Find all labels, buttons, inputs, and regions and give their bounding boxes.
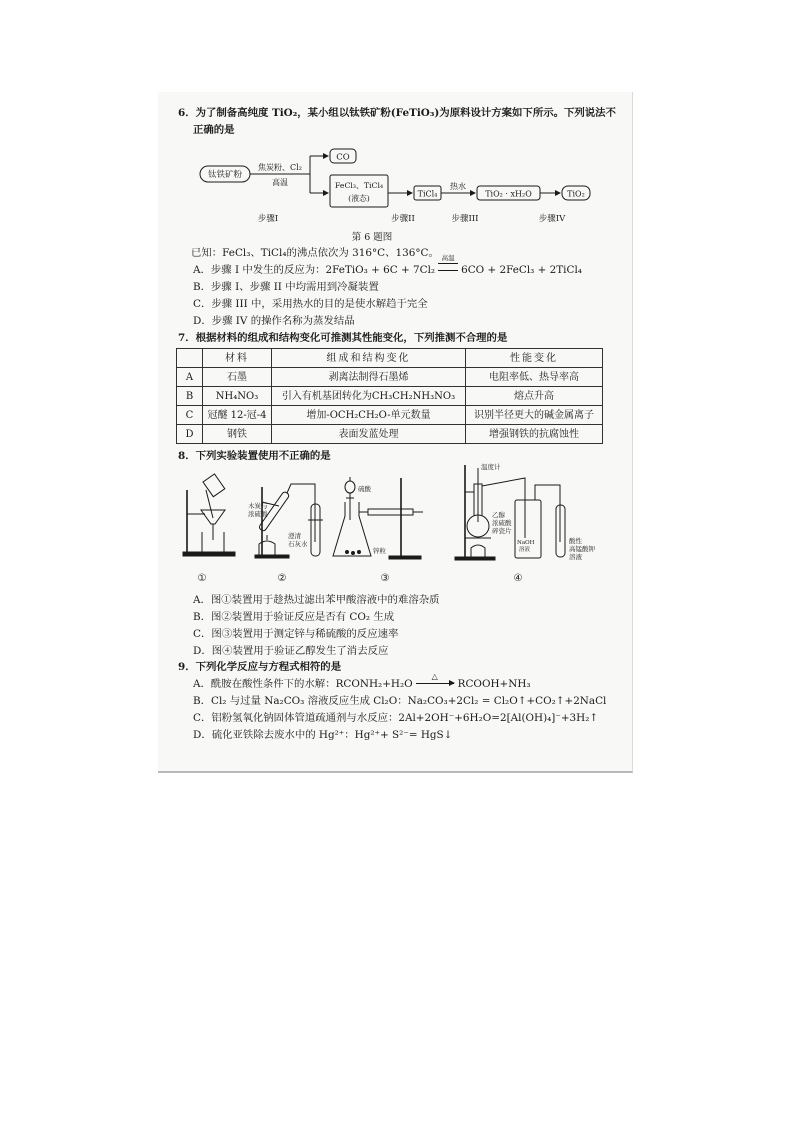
reaction-arrow [416, 672, 454, 684]
reaction-condition-label: 高温 [441, 254, 455, 262]
table-cell: 钢铁 [203, 425, 272, 444]
q8-stem: 8．下列实验装置使用不正确的是 [178, 450, 331, 462]
q9-option-d: D．硫化亚铁除去废水中的 Hg²⁺：Hg²⁺+ S²⁻= HgS↓ [193, 729, 453, 741]
q7-table [176, 348, 603, 444]
table-cell: 熔点升高 [466, 387, 603, 406]
q6-figure-caption: 第 6 题图 [351, 232, 393, 243]
fig4-wash-line1: NaOH [517, 540, 535, 546]
pouring-beaker [203, 474, 225, 497]
table-header-cell [177, 349, 203, 368]
q8-apparatus-figures [175, 460, 600, 586]
apparatus-1-filtration [183, 474, 235, 556]
table-row [177, 368, 603, 387]
q9-stem: 9．下列化学反应与方程式相符的是 [178, 661, 342, 673]
step-label-2: 步骤II [391, 214, 415, 224]
stand-base [183, 552, 235, 556]
q8-option-c: C．图③装置用于测定锌与稀硫酸的反应速率 [193, 628, 399, 640]
table-cell: 冠醚 12-冠-4 [203, 406, 272, 425]
table-header-change: 组成和结构变化 [272, 349, 466, 368]
zinc-granule [346, 551, 349, 554]
mix-label-line2: (液态) [348, 194, 370, 203]
q8-option-b: B．图②装置用于验证反应是否有 CO₂ 生成 [193, 611, 395, 623]
table-cell: 表面发蓝处理 [272, 425, 466, 444]
table-header-row [177, 349, 603, 368]
fig4-mixture-line3: 碎瓷片 [492, 527, 512, 535]
q9-option-a-products: RCOOH+NH₃ [457, 678, 531, 690]
fig4-test-line1: 酸性 [569, 537, 582, 545]
table-row [177, 425, 603, 444]
q6-option-a-reactants: A．步骤 I 中发生的反应为：2FeTiO₃ + 6C + 7Cl₂ [193, 264, 436, 276]
condition-temperature: 高温 [272, 178, 288, 187]
heating-symbol: △ [431, 672, 438, 681]
fig2-reagent-line2: 浓硫酸 [248, 510, 268, 518]
hydrate-label: TiO₂ · xH₂O [485, 189, 532, 199]
condition-reagents: 焦炭粉、Cl₂ [258, 163, 302, 172]
fig4-wash-line2: 溶液 [519, 547, 531, 553]
q8-option-d: D．图④装置用于验证乙醇发生了消去反应 [193, 645, 389, 657]
q6-option-a [193, 254, 582, 278]
start-label: 钛铁矿粉 [207, 170, 243, 180]
table-row [177, 406, 603, 425]
separatory-funnel [345, 481, 355, 493]
q6-flow-diagram [190, 145, 610, 227]
co-label: CO [336, 152, 350, 163]
hot-water-label: 热水 [450, 182, 466, 191]
apparatus-4-elimination [455, 465, 565, 560]
fig4-thermometer-label: 温度计 [481, 463, 501, 471]
q9-option-c: C．铝粉氢氧化钠固体管道疏通剂与水反应：2Al+2OH⁻+6H₂O=2[Al(OH)₄]⁻+3H₂↑ [193, 712, 599, 724]
table-cell: 增加-OCH₂CH₂O-单元数量 [272, 406, 466, 425]
q6-known-info: 已知：FeCl₃、TiCl₄的沸点依次为 316°C、136°C。 [191, 247, 439, 259]
figure-label-2: ② [277, 573, 287, 584]
zinc-granule [358, 551, 361, 554]
table-header-material: 材料 [203, 349, 272, 368]
q9-option-b: B．Cl₂ 与过量 Na₂CO₃ 溶液反应生成 Cl₂O：Na₂CO₃+2Cl₂ = Cl₂O↑+CO₂↑+2NaCl [193, 695, 607, 707]
fig2-solution-line2: 石灰水 [288, 540, 308, 548]
table-cell: B [177, 387, 203, 406]
q9-option-a-reactants: A．酰胺在酸性条件下的水解：RCONH₂+H₂O [193, 678, 413, 690]
fig4-mixture-line1: 乙醇 [492, 511, 505, 519]
figure-label-4: ④ [513, 573, 523, 584]
table-cell: 识别半径更大的碱金属离子 [466, 406, 603, 425]
table-row [177, 387, 603, 406]
figure-label-1: ① [197, 573, 207, 584]
step-label-3: 步骤III [451, 214, 479, 224]
fig3-acid-label: 硫酸 [358, 485, 371, 493]
step-label-4: 步骤IV [538, 214, 566, 224]
q6-option-c: C．步骤 III 中，采用热水的目的是使水解趋于完全 [193, 298, 428, 310]
table-cell: D [177, 425, 203, 444]
mix-label-line1: FeCl₃、TiCl₄ [334, 181, 384, 190]
table-header-property: 性能变化 [466, 349, 603, 368]
syringe [368, 509, 413, 515]
table-cell: C [177, 406, 203, 425]
fig4-test-line3: 溶液 [569, 553, 582, 561]
fig2-reagent-line1: 木炭与 [248, 502, 268, 510]
stand-base [389, 556, 421, 559]
table-cell: A [177, 368, 203, 387]
fig3-solid-label: 锌粒 [373, 547, 386, 555]
q6-stem-line1: 6．为了制备高纯度 TiO₂，某小组以钛铁矿粉(FeTiO₃)为原料设计方案如下所示。下列说法不 [178, 107, 616, 119]
conical-flask [333, 502, 371, 556]
zinc-granule [352, 552, 355, 555]
q6-option-d: D．步骤 IV 的操作名称为蒸发结晶 [193, 315, 355, 327]
table-cell: 电阻率低、热导率高 [466, 368, 603, 387]
fig2-solution-line1: 澄清 [288, 532, 301, 540]
table-cell: NH₄NO₃ [203, 387, 272, 406]
table-cell: 石墨 [203, 368, 272, 387]
table-cell: 引入有机基团转化为CH₃CH₂NH₃NO₃ [272, 387, 466, 406]
q6-option-b: B．步骤 I、步骤 II 中均需用到冷凝装置 [193, 281, 379, 293]
fig4-mixture-line2: 浓硫酸 [492, 519, 512, 527]
figure-label-3: ③ [380, 573, 390, 584]
table-cell: 剥离法制得石墨烯 [272, 368, 466, 387]
tio2-label: TiO₂ [567, 189, 585, 199]
q8-option-a: A．图①装置用于趁热过滤出苯甲酸溶液中的难溶杂质 [193, 594, 440, 606]
step-label-1: 步骤I [257, 214, 279, 224]
fig4-test-line2: 高锰酸钾 [569, 545, 595, 553]
reaction-condition-sign [438, 254, 458, 271]
q7-stem: 7．根据材料的组成和结构变化可推测其性能变化，下列推测不合理的是 [178, 332, 508, 344]
q6-option-a-products: 6CO + 2FeCl₃ + 2TiCl₄ [461, 264, 582, 276]
table-cell: 增强钢铁的抗腐蚀性 [466, 425, 603, 444]
alcohol-lamp [471, 545, 485, 557]
q9-option-a [193, 672, 531, 692]
ticl4-label: TiCl₄ [417, 189, 438, 199]
q6-stem-line2: 正确的是 [193, 124, 235, 136]
